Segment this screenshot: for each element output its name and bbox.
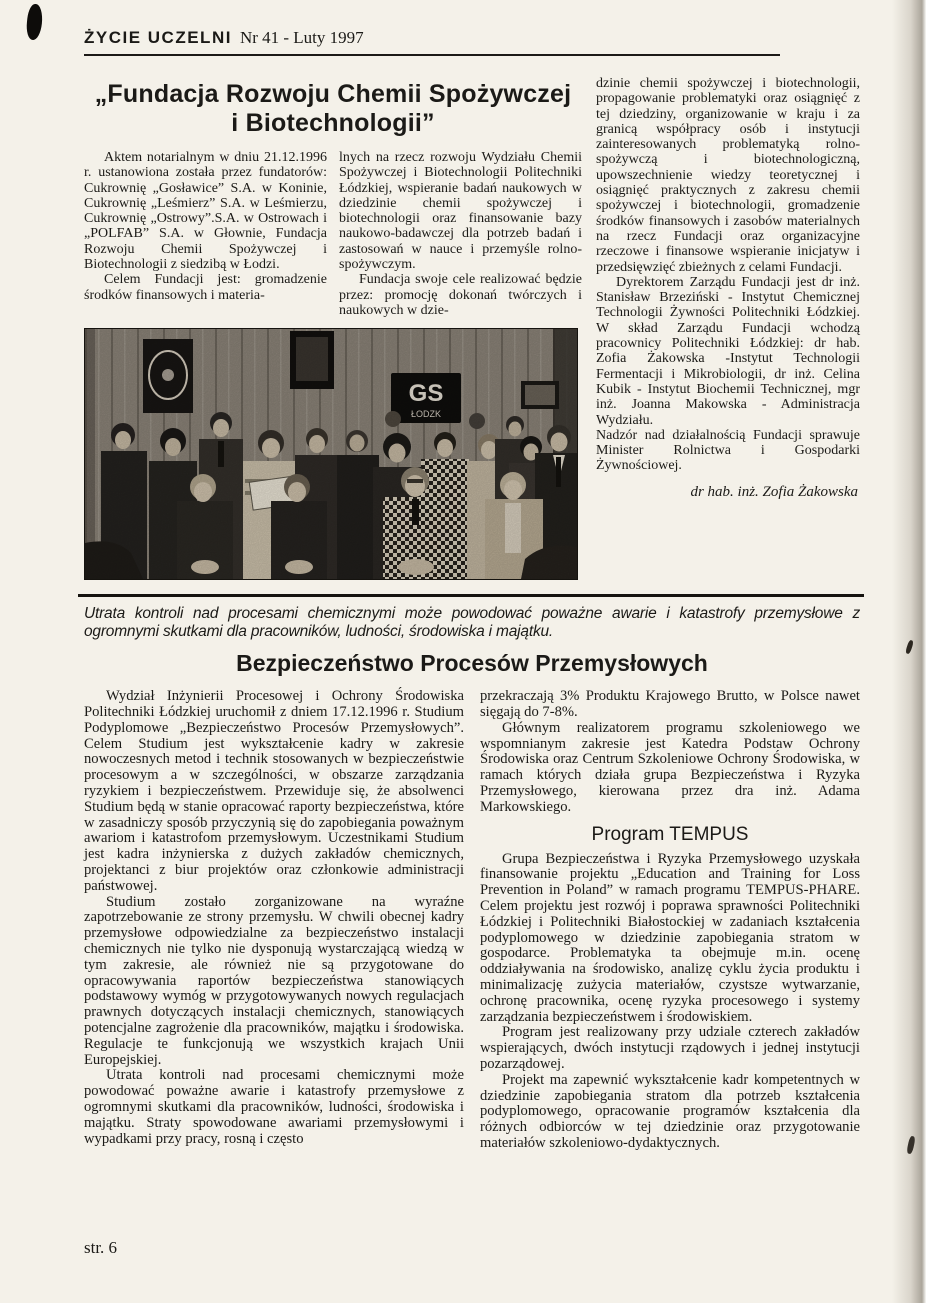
paragraph: Głównym realizatorem programu szkoleniowego we wspomnianym zakresie jest Katedra Podstaw Ochrony Środowiska oraz Centrum Szkoleniowe Ochrony Środowiska, w ramach których działa grupa Bezpieczeństwa i Ryzyka Przemysłowego, kierowana przez dra inż. Adama Markowskiego. — [480, 719, 860, 815]
paragraph: Dyrektorem Zarządu Fundacji jest dr inż. Stanisław Brzeziński - Instytut Chemicznej Technologii Żywności Politechniki Łódzkiej. W skład Zarządu Fundacji wchodzą pracownicy Politechniki Łódzkiej: dr hab. Zofia Żakowska -Instytut Technologii Fermentacji i Mikrobiologii, dr inż. Celina Kubik - Instytut Biochemii Technicznej, mgr inż. Joanna Makowska - Administracja Wydziału. — [596, 274, 860, 428]
author-signature: dr hab. inż. Zofia Żakowska — [690, 483, 858, 500]
article-fundacja-title: „Fundacja Rozwoju Chemii Spożywczej i Biotechnologii” — [94, 80, 572, 137]
lead-paragraph: Utrata kontroli nad procesami chemicznymi może powodować poważne awarie i katastrofy przemysłowe z ogromnymi skutkami dla pracowników, ludności, środowiska i majątku. — [84, 605, 860, 640]
article-fundacja — [84, 74, 860, 580]
masthead-title: ŻYCIE UCZELNI — [84, 28, 232, 47]
paragraph: Nadzór nad działalnością Fundacji sprawuje Minister Rolnictwa i Gospodarki Żywnościowej. — [596, 427, 860, 474]
article-bezpieczenstwo-columns — [84, 689, 860, 1152]
paragraph: lnych na rzecz rozwoju Wydziału Chemii Spożywczej i Biotechnologii Politechniki Łódzkiej, wspieranie badań naukowych w dziedzinie chemii spożywczej i biotechnologii oraz finansowanie bazy naukowo-badawczej dla potrzeb badań i zastosowań w nauce i przemyśle rolno-spożywczym. — [339, 150, 582, 273]
paragraph: Fundacja swoje cele realizować będzie przez: promocję dokonań twórczych i naukowych w dzie- — [339, 272, 582, 318]
section-divider-rule — [78, 594, 864, 597]
article-fundacja-left-region — [84, 74, 582, 580]
column-2 — [339, 150, 582, 318]
article-fundacja-columns — [84, 150, 582, 318]
paragraph: Grupa Bezpieczeństwa i Ryzyka Przemysłowego uzyskała finansowanie projektu „Education and Training for Loss Prevention in Poland” w ramach programu TEMPUS-PHARE. Celem projektu jest rozwój i poprawa sprawności Politechniki Łódzkiej i Politechniki Białostockiej w zadaniach kształcenia podyplomowego w dziedzinie zapobiegania stratom w gospodarce. Problematyka ta obejmuje m.in. ocenę oddziaływania na środowisko, analizę cyklu życia produktu i minimalizację zużycia materiałów, czystsze wytwarzanie, ochronę pracownika, ocenę ryzyka procesowego i systemy zarządzania bezpieczeństwem i środowiskiem. — [480, 850, 860, 1025]
paragraph: Aktem notarialnym w dniu 21.12.1996 r. ustanowiona została przez fundatorów: Cukrownię „Gosławice” S.A. w Koninie, Cukrownię „Leśmierz” S.A. w Leśmierzu, Cukrownię „Ostrowy”.S.A. w Ostrowach i „POLFAB” S.A. w Głownie, Fundacja Rozwoju Chemii Spożywczej i Biotechnologii z siedzibą w Łodzi. — [84, 150, 327, 273]
paragraph: Projekt ma zapewnić wykształcenie kadr kompetentnych w dziedzinie zapobiegania stratom dla potrzeb kształcenia podyplomowego, opracowanie programów kształcenia dla różnych odbiorców w tej dziedzinie oraz przygotowanie materiałów szkoleniowo-dydaktycznych. — [480, 1071, 860, 1151]
tempus-subheading: Program TEMPUS — [591, 823, 749, 845]
paragraph: Celem Fundacji jest: gromadzenie środków finansowych i materia- — [84, 272, 327, 303]
page-number: str. 6 — [84, 1238, 118, 1257]
group-photo-illustration — [85, 329, 577, 579]
sign-text-top: GS — [408, 380, 444, 408]
column-1 — [84, 150, 327, 318]
column-right — [480, 689, 860, 1152]
masthead — [84, 28, 860, 48]
masthead-rule — [84, 54, 780, 56]
column-left — [84, 689, 464, 1152]
masthead-issue: Nr 41 - Luty 1997 — [239, 28, 364, 47]
article-bezpieczenstwo-title: Bezpieczeństwo Procesów Przemysłowych — [236, 650, 708, 677]
paragraph: Studium zostało zorganizowane na wyraźne zapotrzebowanie ze strony przemysłu. W chwili obecnej kadry przemysłowe odpowiedzialne za bezpieczeństwo instalacji chemicznych nie tylko nie dysponują wystarczającą wiedzą w tym zakresie, ale również nie są przygotowane do opracowywania raportów bezpieczeństwa stanowiących podstawowy wymóg w przygotowywanych nowych regulacjach prawnych dotyczących instalacji chemicznych, stanowiących potencjalne zagrożenie dla pracowników, majątku i środowiska. Regulacje te funkcjonują we wszystkich krajach Unii Europejskiej. — [84, 893, 464, 1068]
photo-grain — [85, 329, 577, 579]
sign-text-bottom: ŁODZK — [410, 409, 442, 420]
paragraph: dzinie chemii spożywczej i biotechnologii, propagowanie problematyki oraz osiągnięć z tej dziedziny, organizowanie w kraju i za granicą współpracy osób i instytucji zainteresowanych problematyką rolno-spożywczą i biotechnologiczną, upowszechnienie wiedzy teoretycznej i osiągnięć praktycznych z zakresu chemii spożywczej i biotechnologii, gromadzenie środków finansowych i zasobów materialnych na rzecz Fundacji oraz organizacyjne rzeczowe i finansowe wspieranie inicjatyw i przedsięwzięć zbieżnych z celami Fundacji. — [596, 76, 860, 275]
paragraph: przekraczają 3% Produktu Krajowego Brutto, w Polsce nawet sięgają do 7-8%. — [480, 688, 860, 721]
group-photo — [84, 328, 578, 580]
paragraph: Program jest realizowany przy udziale czterech zakładów wspierających, dwóch instytucji rządowych i jednej instytucji pozarządowej. — [480, 1024, 860, 1072]
paragraph: Utrata kontroli nad procesami chemicznymi może powodować poważne awarie i katastrofy przemysłowe z ogromnymi skutkami dla pracowników, ludności, środowiska i majątku. Straty spowodowane awariami przemysłowymi i wypadkami przy pracy, rosną i często — [84, 1067, 464, 1147]
scan-ink-blob — [25, 3, 44, 40]
column-3 — [596, 74, 860, 580]
paragraph: Wydział Inżynierii Procesowej i Ochrony Środowiska Politechniki Łódzkiej uruchomił z dniem 17.12.1996 r. Studium Podyplomowe „Bezpieczeństwo Procesów Przemysłowych”. Celem Studium jest wykształcenie kadry w zakresie nowoczesnych metod i technik stosowanych w bezpieczeństwie procesowym a w szczególności, w obszarze zarządzania ryzykiem i bezpieczeństwem. Przewiduje się, że absolwenci Studium będą w stanie opracować raporty bezpieczeństwa, które w zasadniczy sposób przyczynią się do zapobiegania poważnym awariom i katastrofom przemysłowym. Uczestnikami Studium jest kadra inżynierska z dużych zakładów chemicznych, projektanci z biur projektów oraz członkowie administracji państwowej. — [84, 688, 464, 894]
